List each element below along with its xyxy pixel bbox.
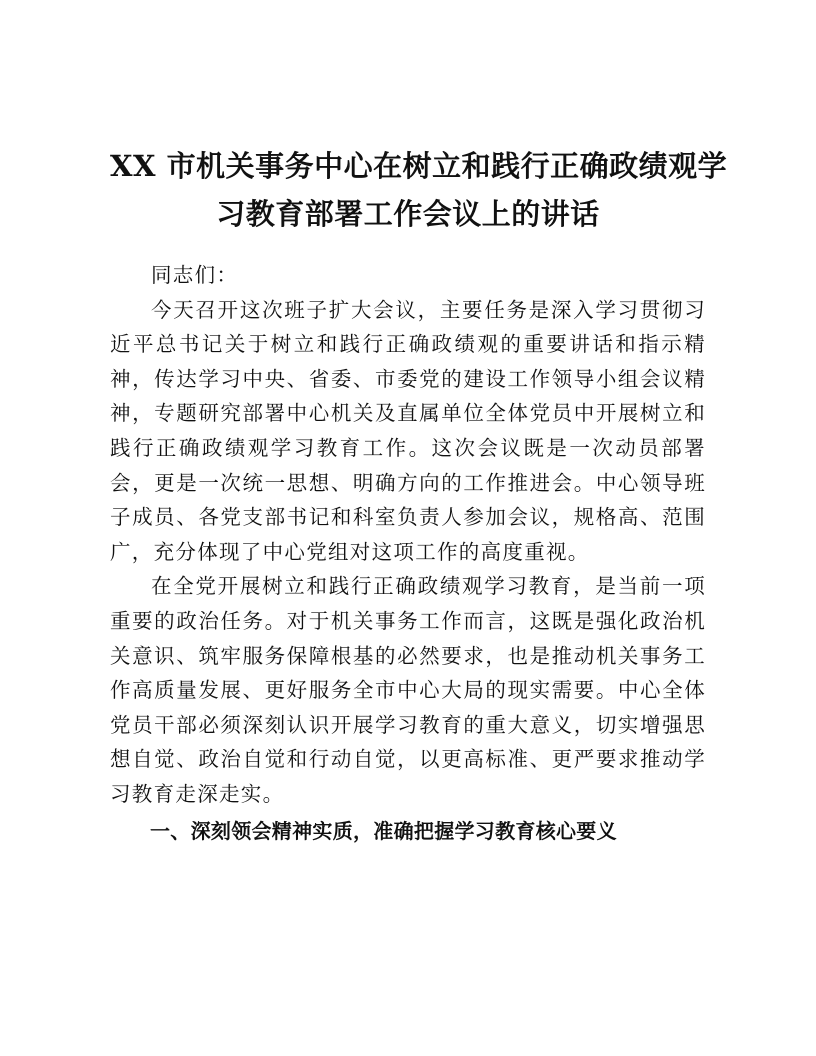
title-line-2: 习教育部署工作会议上的讲话 — [216, 197, 600, 231]
document-body — [110, 258, 706, 850]
title-line-1: XX 市机关事务中心在树立和践行正确政绩观学 — [110, 149, 728, 183]
document-title — [110, 142, 728, 238]
paragraph-2: 在全党开展树立和践行正确政绩观学习教育，是当前一项重要的政治任务。对于机关事务工作而言，这既是强化政治机关意识、筑牢服务保障根基的必然要求，也是推动机关事务工作高质量发展、更好服务全市中心大局的现实需要。中心全体党员干部必须深刻认识开展学习教育的重大意义，切实增强思想自觉、政治自觉和行动自觉，以更高标准、更严要求推动学习教育走深走实。 — [110, 574, 706, 806]
paragraph-1: 今天召开这次班子扩大会议，主要任务是深入学习贯彻习近平总书记关于树立和践行正确政绩观的重要讲话和指示精神，传达学习中央、省委、市委党的建设工作领导小组会议精神，专题研究部署中心机关及直属单位全体党员中开展树立和践行正确政绩观学习教育工作。这次会议既是一次动员部署会，更是一次统一思想、明确方向的工作推进会。中心领导班子成员、各党支部书记和科室负责人参加会议，规格高、范围广，充分体现了中心党组对这项工作的高度重视。 — [110, 297, 706, 564]
salutation: 同志们： — [151, 263, 239, 287]
section-heading-1: 一、深刻领会精神实质，准确把握学习教育核心要义 — [150, 818, 617, 843]
